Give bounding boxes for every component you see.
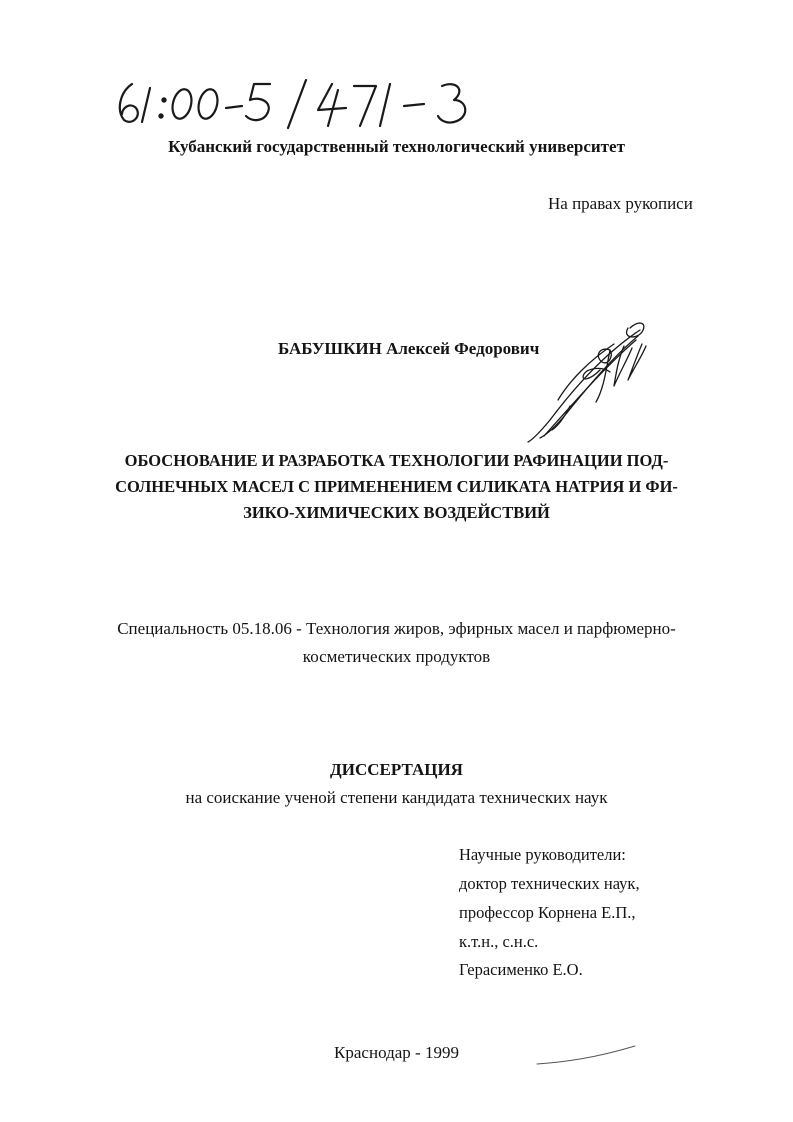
supervisor-degree-1: доктор технических наук, [459,874,640,893]
university-name: Кубанский государственный технологический университет [168,137,625,156]
specialty-line-1: Специальность 05.18.06 - Технология жиров, эфирных масел и парфюмерно- [117,619,676,638]
title-line-1: ОБОСНОВАНИЕ И РАЗРАБОТКА ТЕХНОЛОГИИ РАФИНАЦИИ ПОД- [124,451,669,470]
city-year: Краснодар - 1999 [334,1043,459,1062]
title-line-3: ЗИКО-ХИМИЧЕСКИХ ВОЗДЕЙСТВИЙ [243,503,550,522]
handwritten-signature-icon [510,310,670,450]
scan-mark [535,1040,645,1070]
title-line-2: СОЛНЕЧНЫХ МАСЕЛ С ПРИМЕНЕНИЕМ СИЛИКАТА НАТРИЯ И ФИ- [115,477,678,496]
supervisors-heading: Научные руководители: [459,845,626,864]
specialty-line-2: косметических продуктов [302,647,491,666]
supervisor-name-2: Герасименко Е.О. [459,960,583,979]
document-type-subtitle: на соискание ученой степени кандидата технических наук [185,788,608,807]
supervisor-name-1: профессор Корнена Е.П., [459,903,636,922]
document-type-heading: ДИССЕРТАЦИЯ [330,760,463,779]
author-name [278,339,539,359]
archive-number-handwritten [110,70,530,130]
manuscript-note: На правах рукописи [548,194,693,213]
supervisor-degree-2: к.т.н., с.н.с. [459,932,539,951]
author-given-names: Алексей Федорович [386,339,540,358]
author-surname: БАБУШКИН [278,339,382,358]
